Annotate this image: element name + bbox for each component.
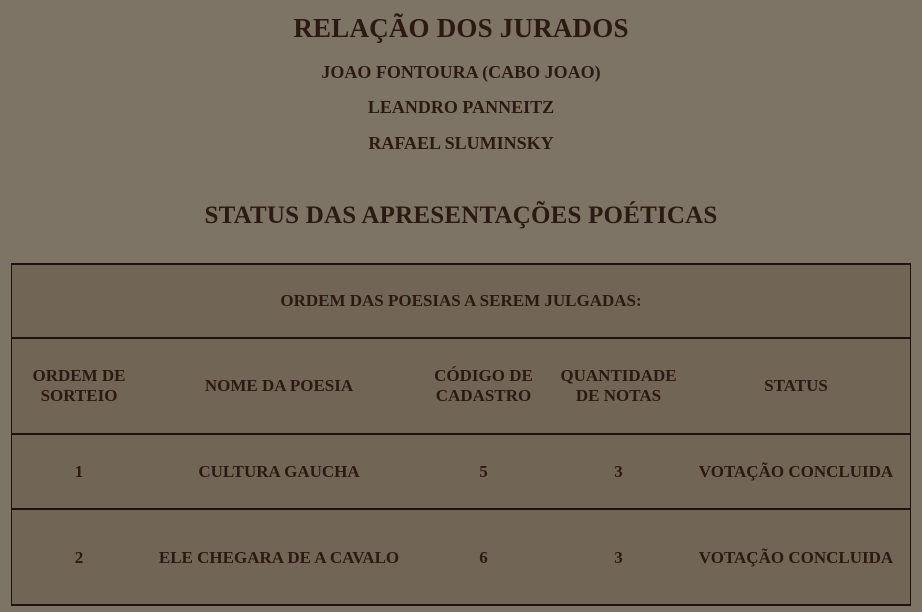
- cell-order: 2: [12, 509, 147, 605]
- header-code: CÓDIGO DE CADASTRO: [412, 338, 555, 434]
- jurors-title: RELAÇÃO DOS JURADOS: [293, 13, 629, 43]
- table-caption-row: [12, 264, 911, 338]
- poems-table: [11, 263, 911, 606]
- cell-quantity: 3: [555, 434, 682, 509]
- status-title: STATUS DAS APRESENTAÇÕES POÉTICAS: [204, 202, 718, 229]
- cell-status: VOTAÇÃO CONCLUIDA: [682, 509, 911, 605]
- table-caption: ORDEM DAS POESIAS A SEREM JULGADAS:: [12, 264, 911, 338]
- table-row: [12, 509, 911, 605]
- cell-quantity: 3: [555, 509, 682, 605]
- cell-code: 6: [412, 509, 555, 605]
- cell-name: CULTURA GAUCHA: [146, 434, 412, 509]
- juror-name: LEANDRO PANNEITZ: [367, 97, 555, 117]
- header-quantity: QUANTIDADE DE NOTAS: [555, 338, 682, 434]
- table-row: [12, 434, 911, 509]
- header-status: STATUS: [682, 338, 911, 434]
- header-name: NOME DA POESIA: [146, 338, 412, 434]
- cell-code: 5: [412, 434, 555, 509]
- juror-name: JOAO FONTOURA (CABO JOAO): [321, 62, 601, 82]
- cell-order: 1: [12, 434, 147, 509]
- juror-name: RAFAEL SLUMINSKY: [368, 133, 554, 153]
- cell-name: ELE CHEGARA DE A CAVALO: [146, 509, 412, 605]
- header-order: ORDEM DE SORTEIO: [12, 338, 147, 434]
- cell-status: VOTAÇÃO CONCLUIDA: [682, 434, 911, 509]
- jurors-section: [0, 0, 922, 260]
- table-header-row: [12, 338, 911, 434]
